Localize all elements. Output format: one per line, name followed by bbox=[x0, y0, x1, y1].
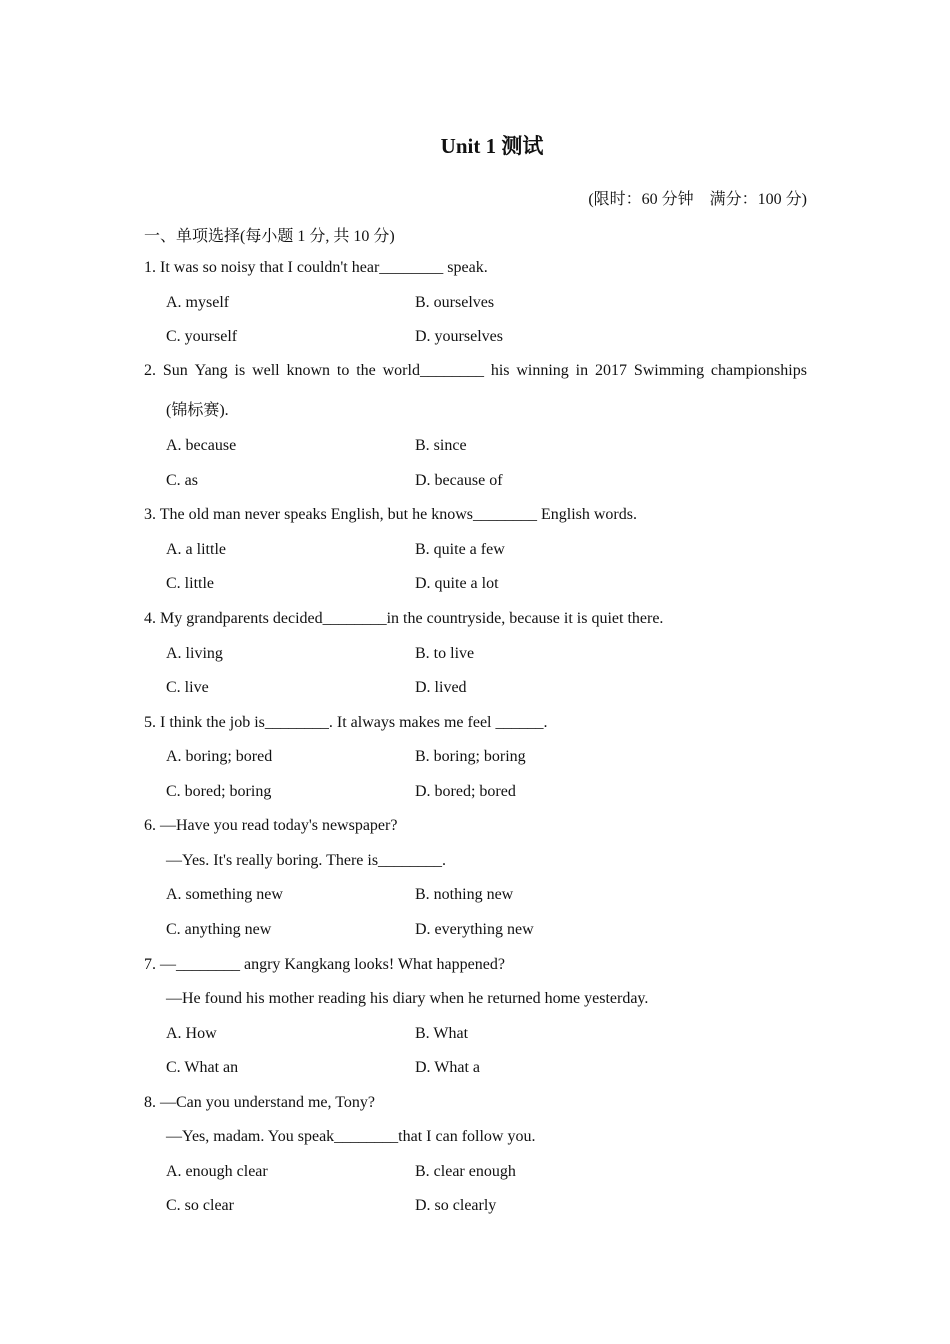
question-5-option-c[interactable]: C. bored; boring bbox=[166, 783, 272, 800]
question-7-option-d[interactable]: D. What a bbox=[415, 1059, 481, 1076]
page-title: Unit 1 测试 bbox=[440, 134, 544, 158]
question-7-option-c[interactable]: C. What an bbox=[166, 1059, 239, 1076]
question-6-option-b[interactable]: B. nothing new bbox=[415, 886, 514, 903]
stem-word: Sun bbox=[162, 362, 188, 379]
stem-word: world________ bbox=[382, 362, 484, 379]
question-2-stem bbox=[144, 361, 807, 381]
question-8-option-a[interactable]: A. enough clear bbox=[166, 1163, 268, 1180]
stem-word: Yang bbox=[194, 362, 228, 379]
question-7-stem: 7. —________ angry Kangkang looks! What happened? bbox=[144, 956, 505, 973]
question-6-option-d[interactable]: D. everything new bbox=[415, 921, 534, 938]
stem-word: Swimming bbox=[633, 362, 705, 379]
question-2-option-b[interactable]: B. since bbox=[415, 437, 467, 454]
stem-word: championships bbox=[710, 362, 807, 379]
question-3-option-a[interactable]: A. a little bbox=[166, 541, 226, 558]
stem-word: in bbox=[575, 362, 589, 379]
question-4-option-b[interactable]: B. to live bbox=[415, 645, 475, 662]
question-6-option-a[interactable]: A. something new bbox=[166, 886, 283, 903]
stem-word: 2. bbox=[144, 362, 156, 379]
stem-word: known bbox=[286, 362, 331, 379]
question-2-option-a[interactable]: A. because bbox=[166, 437, 237, 454]
question-7-option-b[interactable]: B. What bbox=[415, 1025, 469, 1042]
question-4-option-a[interactable]: A. living bbox=[166, 645, 223, 662]
question-3-stem: 3. The old man never speaks English, but he knows________ English words. bbox=[144, 506, 637, 523]
question-3-option-c[interactable]: C. little bbox=[166, 575, 214, 592]
question-1-option-d[interactable]: D. yourselves bbox=[415, 328, 503, 345]
question-2-option-c[interactable]: C. as bbox=[166, 472, 198, 489]
question-8-option-d[interactable]: D. so clearly bbox=[415, 1197, 497, 1214]
question-8-stem-continued: —Yes, madam. You speak________that I can follow you. bbox=[166, 1128, 536, 1145]
question-2-option-d[interactable]: D. because of bbox=[415, 472, 503, 489]
question-2-stem-continued: (锦标赛). bbox=[166, 402, 229, 419]
question-6-option-c[interactable]: C. anything new bbox=[166, 921, 272, 938]
stem-word: his bbox=[490, 362, 510, 379]
question-8-option-b[interactable]: B. clear enough bbox=[415, 1163, 516, 1180]
question-1-option-a[interactable]: A. myself bbox=[166, 294, 230, 311]
question-7-stem-continued: —He found his mother reading his diary when he returned home yesterday. bbox=[166, 990, 649, 1007]
question-4-option-d[interactable]: D. lived bbox=[415, 679, 467, 696]
time-limit: (限时：60 分钟 满分：100 分) bbox=[588, 191, 807, 208]
question-5-stem: 5. I think the job is________. It always makes me feel ______. bbox=[144, 714, 548, 731]
section-heading: 一、单项选择(每小题 1 分, 共 10 分) bbox=[144, 228, 395, 245]
question-4-option-c[interactable]: C. live bbox=[166, 679, 209, 696]
stem-word: is bbox=[234, 362, 246, 379]
question-7-option-a[interactable]: A. How bbox=[166, 1025, 217, 1042]
question-1-option-b[interactable]: B. ourselves bbox=[415, 294, 495, 311]
stem-word: to bbox=[336, 362, 350, 379]
question-8-stem: 8. —Can you understand me, Tony? bbox=[144, 1094, 375, 1111]
question-6-stem: 6. —Have you read today's newspaper? bbox=[144, 817, 398, 834]
stem-word: well bbox=[252, 362, 280, 379]
stem-word: winning bbox=[516, 362, 569, 379]
question-5-option-a[interactable]: A. boring; bored bbox=[166, 748, 273, 765]
stem-word: 2017 bbox=[594, 362, 627, 379]
question-1-option-c[interactable]: C. yourself bbox=[166, 328, 238, 345]
question-6-stem-continued: —Yes. It's really boring. There is________. bbox=[166, 852, 447, 869]
question-5-option-d[interactable]: D. bored; bored bbox=[415, 783, 516, 800]
question-5-option-b[interactable]: B. boring; boring bbox=[415, 748, 526, 765]
question-8-option-c[interactable]: C. so clear bbox=[166, 1197, 234, 1214]
question-4-stem: 4. My grandparents decided________in the countryside, because it is quiet there. bbox=[144, 610, 664, 627]
question-3-option-d[interactable]: D. quite a lot bbox=[415, 575, 499, 592]
question-1-stem: 1. It was so noisy that I couldn't hear________ speak. bbox=[144, 259, 488, 276]
stem-word: the bbox=[356, 362, 376, 379]
question-3-option-b[interactable]: B. quite a few bbox=[415, 541, 505, 558]
